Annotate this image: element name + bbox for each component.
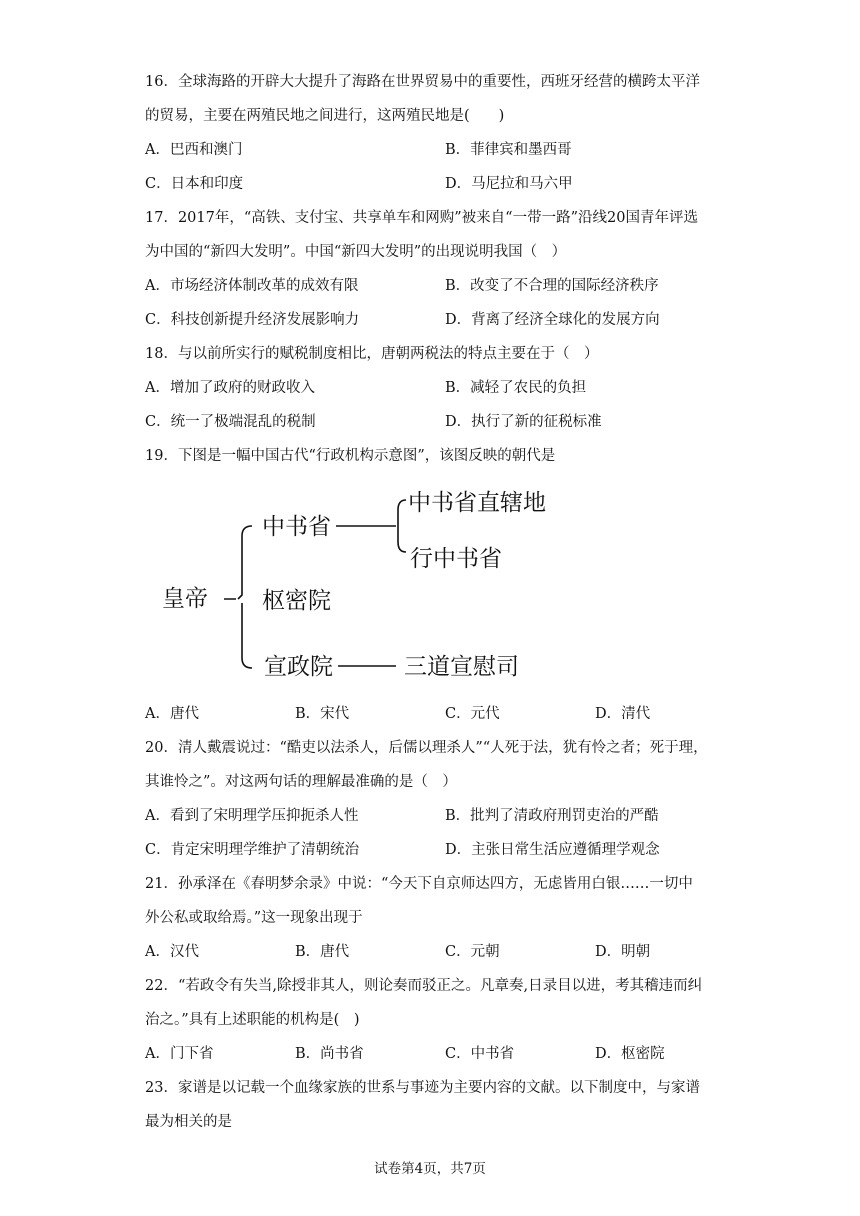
q20-option-b: B．批判了清政府刑罚吏治的严酷 (445, 808, 659, 824)
q19-option-c: C．元代 (445, 706, 500, 722)
question-22-stem: 22．“若政令有失当,除授非其人，则论奏而驳正之。凡章奏,日录目以进，考其稽违而纠 (145, 978, 703, 994)
question-17-stem: 17．2017年，“高铁、支付宝、共享单车和网购”被来自“一带一路”沿线20国青年评选 (145, 210, 698, 226)
q16-option-d: D．马尼拉和马六甲 (445, 176, 573, 192)
q18-option-b: B．减轻了农民的负担 (445, 380, 587, 396)
q21-option-b: B．唐代 (295, 944, 350, 960)
question-21-stem: 21．孙承泽在《春明梦余录》中说：“今天下自京师达四方，无虑皆用白银……一切中 (145, 876, 693, 892)
diagram-left-brace (224, 526, 252, 668)
diagram-node-xuanzhengyuan: 宣政院 (264, 654, 333, 680)
question-20-stem-cont: 其谁怜之”。对这两句话的理解最准确的是（ ） (145, 774, 457, 790)
question-22-stem-cont: 治之。”具有上述职能的机构是( ) (145, 1012, 360, 1028)
diagram-node-shumiyuan: 枢密院 (262, 588, 331, 614)
question-19-stem: 19．下图是一幅中国古代“行政机构示意图”，该图反映的朝代是 (145, 448, 556, 464)
question-23-stem: 23．家谱是以记载一个血缘家族的世系与事迹为主要内容的文献。以下制度中，与家谱 (145, 1080, 700, 1096)
diagram-root-emperor: 皇帝 (162, 586, 208, 612)
question-20-stem: 20．清人戴震说过：“酷吏以法杀人，后儒以理杀人”“人死于法，犹有怜之者；死于理， (145, 740, 708, 756)
question-18-stem: 18．与以前所实行的赋税制度相比，唐朝两税法的特点主要在于（ ） (145, 346, 599, 362)
page-footer: 试卷第4页，共7页 (374, 1161, 486, 1177)
q21-option-d: D．明朝 (595, 944, 651, 960)
q17-option-a: A．市场经济体制改革的成效有限 (145, 278, 359, 294)
question-23-stem-cont: 最为相关的是 (145, 1114, 232, 1130)
diagram-node-xuanweisi: 三道宣慰司 (404, 654, 519, 680)
q22-option-c: C．中书省 (445, 1046, 515, 1062)
q17-option-d: D．背离了经济全球化的发展方向 (445, 312, 660, 328)
q19-option-d: D．清代 (595, 706, 651, 722)
q17-option-b: B．改变了不合理的国际经济秩序 (445, 278, 659, 294)
q20-option-a: A．看到了宋明理学压抑扼杀人性 (145, 808, 359, 824)
q19-option-b: B．宋代 (295, 706, 350, 722)
diagram-right-brace (398, 500, 406, 552)
q18-option-c: C．统一了极端混乱的税制 (145, 414, 316, 430)
administrative-structure-diagram (150, 478, 570, 686)
question-17-stem-cont: 为中国的“新四大发明”。中国“新四大发明”的出现说明我国（ ） (145, 244, 567, 260)
question-21-stem-cont: 外公私或取给焉。”这一现象出现于 (145, 910, 363, 926)
q16-option-a: A．巴西和澳门 (145, 142, 243, 158)
q22-option-a: A．门下省 (145, 1046, 214, 1062)
q21-option-c: C．元朝 (445, 944, 500, 960)
q16-option-b: B．菲律宾和墨西哥 (445, 142, 572, 158)
q20-option-c: C．肯定宋明理学维护了清朝统治 (145, 842, 360, 858)
q16-option-c: C．日本和印度 (145, 176, 244, 192)
q18-option-d: D．执行了新的征税标准 (445, 414, 602, 430)
q19-option-a: A．唐代 (145, 706, 199, 722)
q20-option-d: D．主张日常生活应遵循理学观念 (445, 842, 660, 858)
q17-option-c: C．科技创新提升经济发展影响力 (145, 312, 360, 328)
q22-option-b: B．尚书省 (295, 1046, 364, 1062)
diagram-node-direct-territory: 中书省直辖地 (408, 490, 546, 516)
diagram-node-xingzhongshusheng: 行中书省 (410, 546, 502, 572)
q18-option-a: A．增加了政府的财政收入 (145, 380, 315, 396)
q22-option-d: D．枢密院 (595, 1046, 665, 1062)
question-16-stem: 16．全球海路的开辟大大提升了海路在世界贸易中的重要性，西班牙经营的横跨太平洋 (145, 74, 700, 90)
diagram-node-zhongshusheng: 中书省 (262, 514, 331, 540)
q21-option-a: A．汉代 (145, 944, 199, 960)
question-16-stem-cont: 的贸易，主要在两殖民地之间进行，这两殖民地是( ) (145, 108, 505, 124)
